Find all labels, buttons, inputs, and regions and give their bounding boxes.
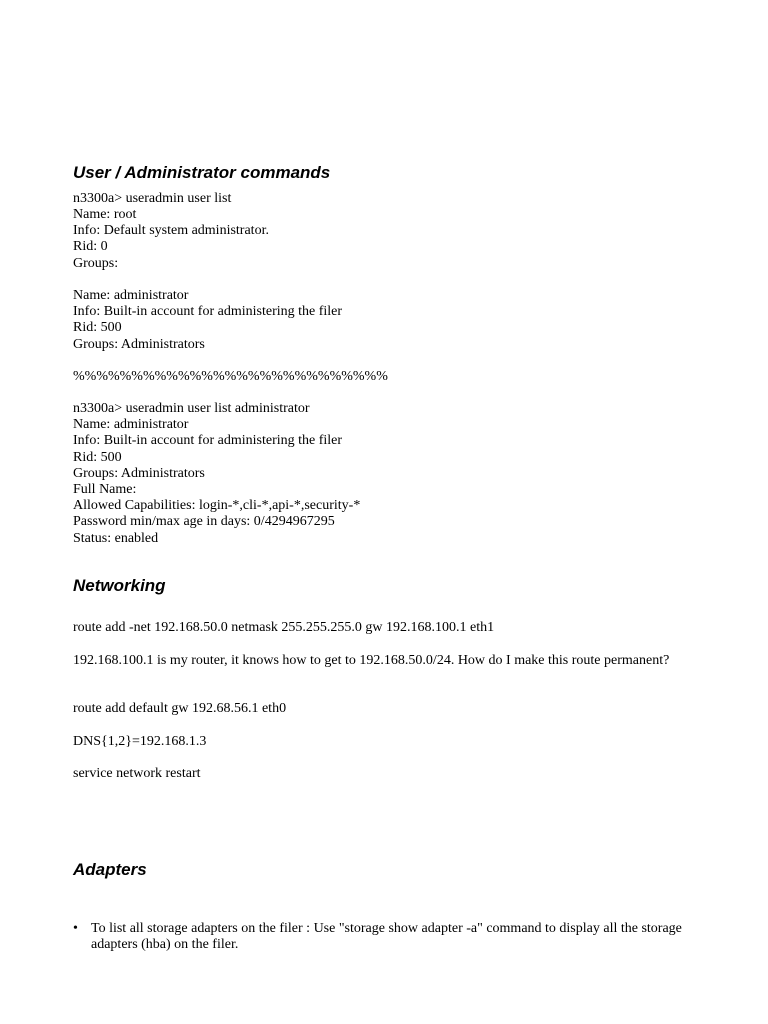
text-line: Allowed Capabilities: login-*,cli-*,api-*,security-* bbox=[73, 498, 361, 513]
text-paragraph: DNS{1,2}=192.168.1.3 bbox=[73, 734, 207, 749]
text-line: Full Name: bbox=[73, 482, 137, 497]
text-line: n3300a> useradmin user list bbox=[73, 191, 232, 206]
bullet-list-item bbox=[73, 921, 683, 954]
text-line: Info: Built-in account for administering the filer bbox=[73, 433, 343, 448]
text-line: Groups: Administrators bbox=[73, 466, 205, 481]
text-line: Password min/max age in days: 0/4294967295 bbox=[73, 514, 335, 529]
separator-line: %%%%%%%%%%%%%%%%%%%%%%%%%%% bbox=[73, 369, 388, 384]
text-line: Status: enabled bbox=[73, 531, 159, 546]
text-line: Info: Built-in account for administering the filer bbox=[73, 304, 343, 319]
bullet-text: To list all storage adapters on the filer : Use "storage show adapter -a" command to display all the storage adapters (hba) on the filer. bbox=[91, 921, 682, 953]
section-heading-users: User / Administrator commands bbox=[73, 163, 331, 182]
text-paragraph: route add default gw 192.68.56.1 eth0 bbox=[73, 701, 287, 716]
text-line: Rid: 500 bbox=[73, 320, 122, 335]
text-line: Info: Default system administrator. bbox=[73, 223, 269, 238]
text-paragraph: route add -net 192.168.50.0 netmask 255.255.255.0 gw 192.168.100.1 eth1 bbox=[73, 620, 495, 635]
text-line: Rid: 0 bbox=[73, 239, 108, 254]
text-line: Rid: 500 bbox=[73, 450, 122, 465]
text-line: Name: root bbox=[73, 207, 137, 222]
text-paragraph: service network restart bbox=[73, 766, 201, 781]
text-line: n3300a> useradmin user list administrator bbox=[73, 401, 310, 416]
text-paragraph: 192.168.100.1 is my router, it knows how to get to 192.168.50.0/24. How do I make this route permanent? bbox=[73, 653, 670, 668]
bullet-icon: • bbox=[73, 921, 78, 936]
text-line: Name: administrator bbox=[73, 288, 189, 303]
text-line: Groups: bbox=[73, 256, 119, 271]
text-line: Groups: Administrators bbox=[73, 337, 205, 352]
text-line: Name: administrator bbox=[73, 417, 189, 432]
section-heading-networking: Networking bbox=[73, 576, 166, 595]
section-heading-adapters: Adapters bbox=[73, 860, 147, 879]
